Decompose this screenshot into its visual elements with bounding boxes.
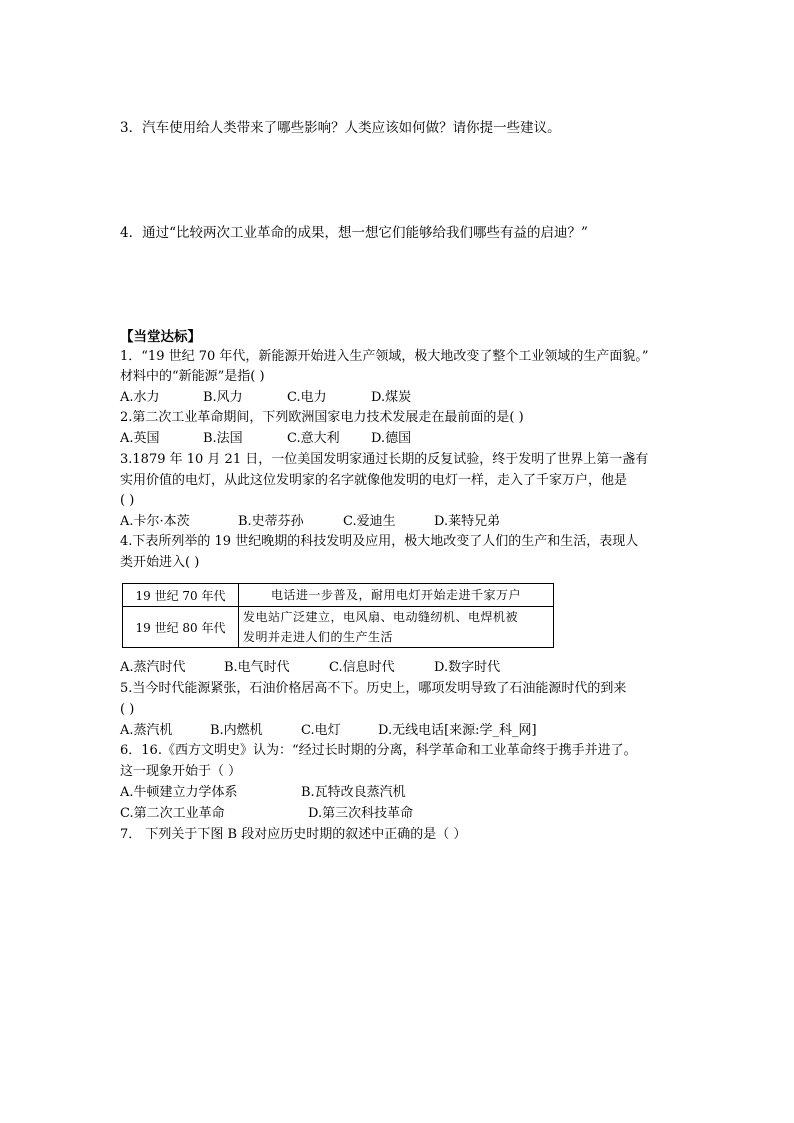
q1-stem-line1: 1．“19 世纪 70 年代，新能源开始进入生产领域，极大地改变了整个工业领域的生产面貌。” bbox=[120, 349, 649, 364]
q2-option-a: A.英国 bbox=[120, 431, 160, 446]
q1-option-b: B.风力 bbox=[203, 390, 243, 405]
q4-option-c: C.信息时代 bbox=[329, 660, 395, 675]
q6-option-c: C.第二次工业革命 bbox=[120, 806, 225, 821]
q5-stem-line1: 5.当今时代能源紧张，石油价格居高不下。历史上，哪项发明导致了石油能源时代的到来 bbox=[120, 681, 627, 696]
q1-option-d: D.煤炭 bbox=[371, 390, 412, 405]
q5-option-b: B.内燃机 bbox=[210, 723, 263, 738]
q3-stem-line1: 3.1879 年 10 月 21 日，一位美国发明家通过长期的反复试验，终于发明了世界上第一盏有 bbox=[120, 452, 649, 467]
q3-option-c: C.爱迪生 bbox=[343, 514, 396, 529]
q5-option-c: C.电灯 bbox=[301, 723, 341, 738]
table-row bbox=[123, 584, 554, 607]
q2-option-d: D.德国 bbox=[371, 431, 412, 446]
q4-stem-line1: 4.下表所列举的 19 世纪晚期的科技发明及应用，极大地改变了人们的生产和生活，表现人 bbox=[120, 534, 639, 549]
q3-option-b: B.史蒂芬孙 bbox=[238, 514, 304, 529]
open-question-4: 4．通过“比较两次工业革命的成果，想一想它们能够给我们哪些有益的启迪？” bbox=[120, 225, 588, 241]
q1-option-a: A.水力 bbox=[120, 390, 160, 405]
q4-stem-line2: 类开始进入( ) bbox=[120, 555, 200, 570]
table-cell-era: 19 世纪 70 年代 bbox=[123, 584, 239, 607]
q2-option-b: B.法国 bbox=[203, 431, 243, 446]
table-desc-line: 发电站广泛建立，电风扇、电动缝纫机、电焊机被 bbox=[243, 610, 519, 624]
q4-option-a: A.蒸汽时代 bbox=[120, 660, 186, 675]
section-title: 【当堂达标】 bbox=[120, 329, 201, 345]
q6-option-b: B.瓦特改良蒸汽机 bbox=[301, 785, 406, 800]
q2-stem-line1: 2.第二次工业革命期间，下列欧洲国家电力技术发展走在最前面的是( ) bbox=[120, 410, 524, 425]
table-cell-era: 19 世纪 80 年代 bbox=[123, 607, 239, 648]
table-cell-desc bbox=[239, 607, 554, 648]
q6-option-a: A.牛顿建立力学体系 bbox=[120, 785, 238, 800]
table-row bbox=[123, 607, 554, 648]
open-question-3: 3．汽车使用给人类带来了哪些影响？人类应该如何做？请你提一些建议。 bbox=[120, 120, 561, 136]
q4-option-b: B.电气时代 bbox=[224, 660, 290, 675]
q3-stem-line2: 实用价值的电灯，从此这位发明家的名字就像他发明的电灯一样，走入了千家万户，他是 bbox=[120, 473, 628, 488]
q3-stem-line3: ( ) bbox=[120, 493, 135, 508]
q6-stem-line2: 这一现象开始于（ ） bbox=[120, 764, 242, 779]
q3-option-d: D.莱特兄弟 bbox=[434, 514, 501, 529]
q5-option-a: A.蒸汽机 bbox=[120, 723, 173, 738]
table-desc-line: 电话进一步普及，耐用电灯开始走进千家万户 bbox=[270, 588, 521, 602]
table-desc-line: 发明并走进人们的生产生活 bbox=[243, 630, 394, 644]
q5-option-d: D.无线电话[来源:学_科_网] bbox=[378, 723, 537, 738]
q6-option-d: D.第三次科技革命 bbox=[308, 806, 414, 821]
q5-stem-line2: ( ) bbox=[120, 702, 135, 717]
q1-option-c: C.电力 bbox=[287, 390, 327, 405]
q2-option-c: C.意大利 bbox=[287, 431, 340, 446]
q7-stem-line1: 7． 下列关于下图 B 段对应历史时期的叙述中正确的是（ ） bbox=[120, 827, 467, 842]
table-cell-desc bbox=[239, 584, 554, 607]
q1-stem-line2: 材料中的“新能源”是指( ) bbox=[120, 369, 265, 384]
q4-table bbox=[122, 583, 554, 648]
q6-stem-line1: 6．16.《西方文明史》认为：“经过长时期的分离，科学革命和工业革命终于携手并进了。 bbox=[120, 743, 637, 758]
q3-option-a: A.卡尔·本茨 bbox=[120, 514, 190, 529]
q4-option-d: D.数字时代 bbox=[434, 660, 501, 675]
